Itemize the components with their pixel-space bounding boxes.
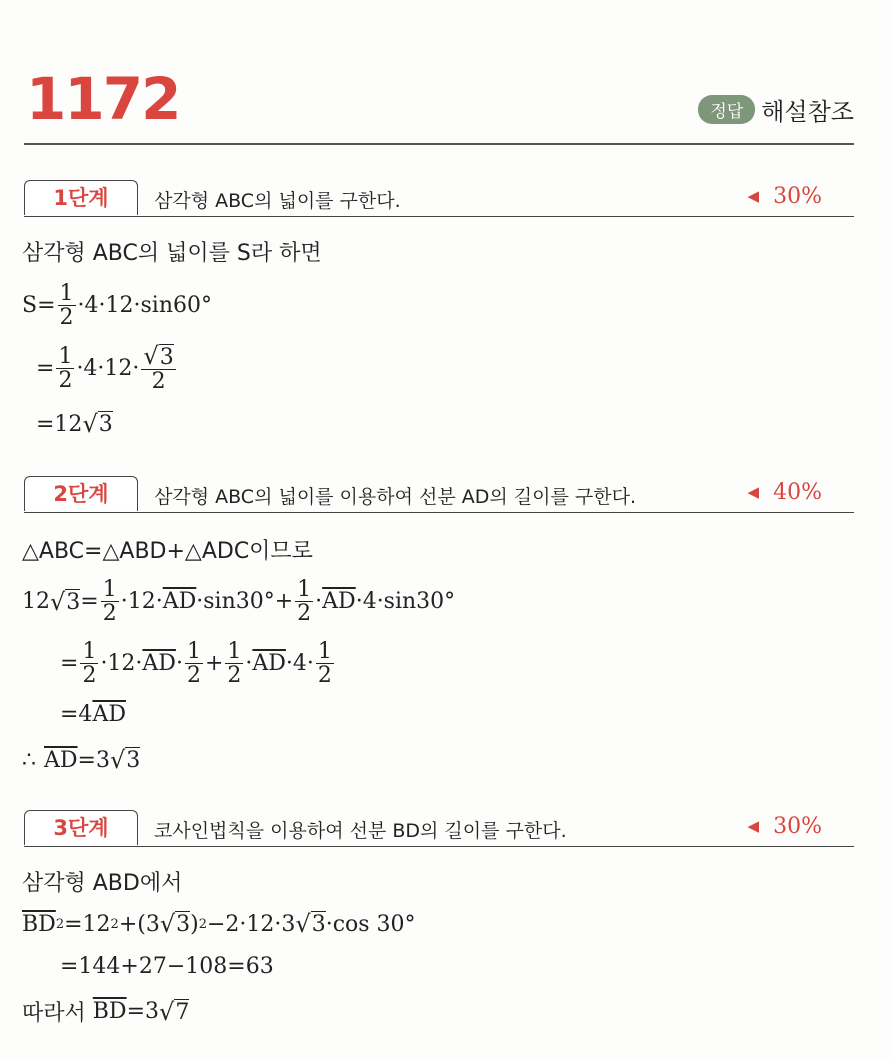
step-3-description: 코사인법칙을 이용하여 선분 BD의 길이를 구한다. (154, 820, 567, 842)
step-2-equation-3: =4 $\overline{AD}$ (60, 702, 126, 727)
step-3-header (24, 810, 854, 847)
step-2-equation-1: 12 √ 3 = $\frac{1}{2}$ ·12· $\overline{AD}$ ·sin30°+ $\frac{1}{2}$ · $\overline{AD}$ ·4·sin30° (22, 577, 456, 627)
header-divider (24, 143, 854, 145)
step-2-percent: ◀ 40% (747, 480, 822, 505)
answer-badge: 정답 (698, 95, 755, 124)
step-2-header (24, 476, 854, 513)
step-3-conclusion: 따라서 $\overline{BD}$ =3 √ 7 (22, 997, 190, 1026)
step-1-equation-1: S= $\frac{1}{2}$ ·4·12·sin60° (22, 281, 212, 331)
step-1-description: 삼각형 ABC의 넓이를 구한다. (154, 190, 401, 212)
step-2-intro: △ABC=△ABD+△ADC이므로 (22, 539, 313, 564)
step-3-conclusion-prefix: 따라서 (22, 1001, 86, 1026)
step-2-description: 삼각형 ABC의 넓이를 이용하여 선분 AD의 길이를 구한다. (154, 486, 636, 508)
problem-number: 1172 (26, 65, 180, 133)
triangle-left-icon: ◀ (747, 483, 760, 501)
step-3-equation-1: $\overline{BD}$ 2 =12 2 +(3 √ 3 ) 2 −2·12·3 √ 3 ·cos 30° (22, 910, 416, 938)
step-2-tab: 2단계 (24, 476, 138, 511)
step-3-percent: ◀ 30% (747, 814, 822, 839)
step-1-tab: 1단계 (24, 180, 138, 215)
step-3-intro: 삼각형 ABD에서 (22, 871, 183, 896)
triangle-left-icon: ◀ (747, 187, 760, 205)
step-2-conclusion: ∴ $\overline{AD}$ =3 √ 3 (22, 746, 141, 774)
answer-ref-text: 해설참조 (761, 98, 854, 126)
step-1-equation-3: =12 √ 3 (36, 410, 113, 438)
step-1-intro: 삼각형 ABC의 넓이를 S라 하면 (22, 241, 322, 266)
step-1-header (24, 180, 854, 217)
step-3-tab: 3단계 (24, 810, 138, 845)
step-1-percent: ◀ 30% (747, 184, 822, 209)
step-3-equation-2: =144+27−108=63 (60, 954, 274, 979)
step-1-equation-2: = $\frac{1}{2}$ ·4·12· $\frac{√3}{2}$ (36, 342, 174, 395)
triangle-left-icon: ◀ (747, 817, 760, 835)
step-2-equation-2: = $\frac{1}{2}$ ·12· $\overline{AD}$ · $\frac{1}{2}$ + $\frac{1}{2}$ · $\overline{AD}$ ·4· $\frac{1}{2}$ (60, 639, 332, 689)
answer-reference (698, 92, 854, 127)
